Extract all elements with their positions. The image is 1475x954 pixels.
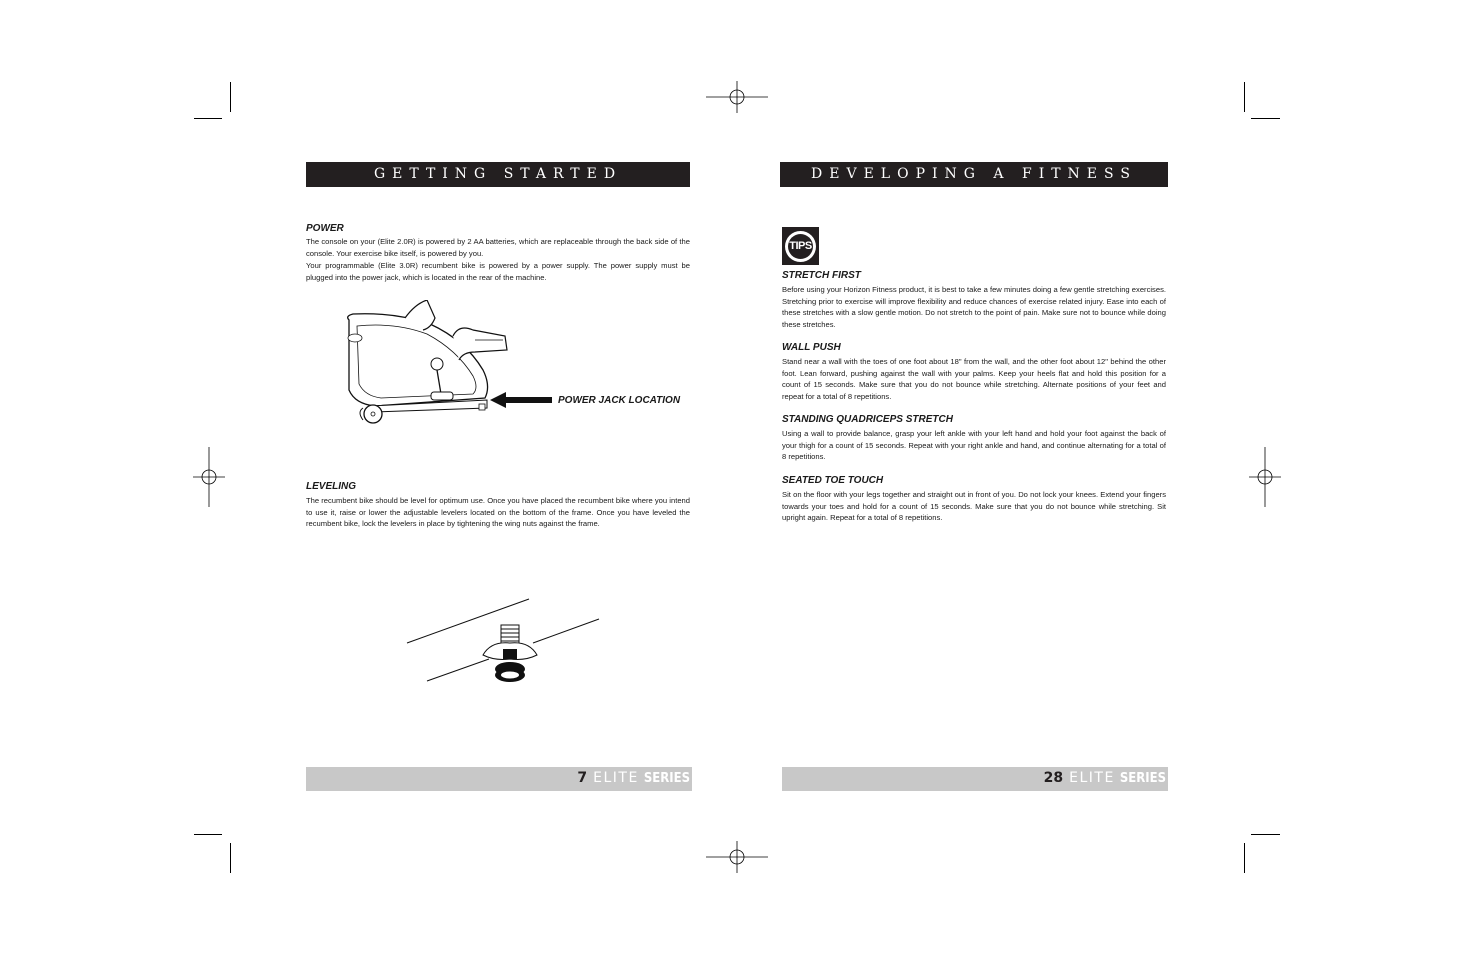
right-page-banner: DEVELOPING A FITNESS PROGRAM — [780, 162, 1168, 187]
power-heading: POWER — [306, 223, 344, 234]
footer-text — [1044, 768, 1166, 789]
recumbent-bike-illustration — [335, 300, 565, 430]
footer-series: SERIES — [1119, 771, 1166, 786]
right-page-footer — [782, 767, 1168, 791]
registration-target-bottom — [706, 841, 768, 873]
left-page-banner: GETTING STARTED — [306, 162, 690, 187]
left-page-footer — [306, 767, 692, 791]
quadriceps-body: Using a wall to provide balance, grasp your left ankle with your left hand and hold your foot against the back of your thigh for a count of 15 seconds. Repeat with your right ankle and hand, and continue alternating for a total of 8 repetitions. — [782, 429, 1166, 462]
leveler-illustration — [405, 595, 605, 690]
crop-mark — [230, 82, 231, 112]
page-number: 7 — [577, 770, 588, 786]
page-number: 28 — [1043, 770, 1064, 786]
seated-toe-touch-heading: SEATED TOE TOUCH — [782, 475, 884, 486]
leveling-heading: LEVELING — [306, 481, 357, 492]
footer-elite: ELITE — [593, 770, 639, 786]
power-paragraph-1: The console on your (Elite 2.0R) is powered by 2 AA batteries, which are replaceable through the back side of the console. Your exercise bike itself, is powered by you. — [306, 237, 690, 258]
crop-mark — [1251, 118, 1280, 119]
registration-target-right — [1249, 447, 1281, 507]
wall-push-body: Stand near a wall with the toes of one foot about 18" from the wall, and the other foot about 12" behind the other foot. Lean forward, pushing against the wall with your palms. Keep your heels flat and hold this position for a count of 15 seconds. Make sure that you do not bounce while stretching. Alternate positions of your feet and repeat for a total of 8 repetitions. — [782, 357, 1166, 401]
tips-badge — [782, 227, 819, 265]
crop-mark — [1244, 82, 1245, 112]
wall-push-heading: WALL PUSH — [782, 342, 841, 353]
stretch-first-heading: STRETCH FIRST — [782, 270, 861, 281]
power-jack-label: POWER JACK LOCATION — [558, 395, 681, 406]
footer-series: SERIES — [643, 771, 690, 786]
leveling-paragraph: The recumbent bike should be level for optimum use. Once you have placed the recumbent bike where you intend to use it, raise or lower the adjustable levelers located on the bottom of the frame. Once you have leveled the recumbent bike, lock the levelers in place by tightening the wing nuts against the frame. — [306, 496, 690, 529]
crop-mark — [1244, 843, 1245, 873]
power-paragraph-2: Your programmable (Elite 3.0R) recumbent bike is powered by a power supply. The power supply must be plugged into the power jack, which is located in the rear of the machine. — [306, 261, 690, 282]
crop-mark — [1251, 834, 1280, 835]
registration-target-left — [193, 447, 225, 507]
footer-text — [577, 768, 690, 789]
crop-mark — [230, 843, 231, 873]
crop-mark — [194, 834, 222, 835]
power-jack-arrow — [488, 390, 554, 410]
footer-elite: ELITE — [1069, 770, 1115, 786]
quadriceps-heading: STANDING QUADRICEPS STRETCH — [782, 414, 953, 425]
crop-mark — [194, 118, 222, 119]
registration-target-top — [706, 81, 768, 113]
tips-label: TIPS — [788, 234, 813, 259]
seated-toe-touch-body: Sit on the floor with your legs together and straight out in front of you. Do not lock your knees. Extend your fingers towards your toes and hold for a count of 15 seconds. Make sure that you do not bounce while stretching. Sit upright again. Repeat for a total of 8 repetitions. — [782, 490, 1166, 523]
stretch-first-body: Before using your Horizon Fitness product, it is best to take a few minutes doing a few gentle stretching exercises. Stretching prior to exercise will improve flexibility and reduce chances of exercise related injury. Ease into each of these stretches with a slow gentle motion. Do not stretch to the point of pain. Make sure not to bounce while doing these stretches. — [782, 285, 1166, 329]
